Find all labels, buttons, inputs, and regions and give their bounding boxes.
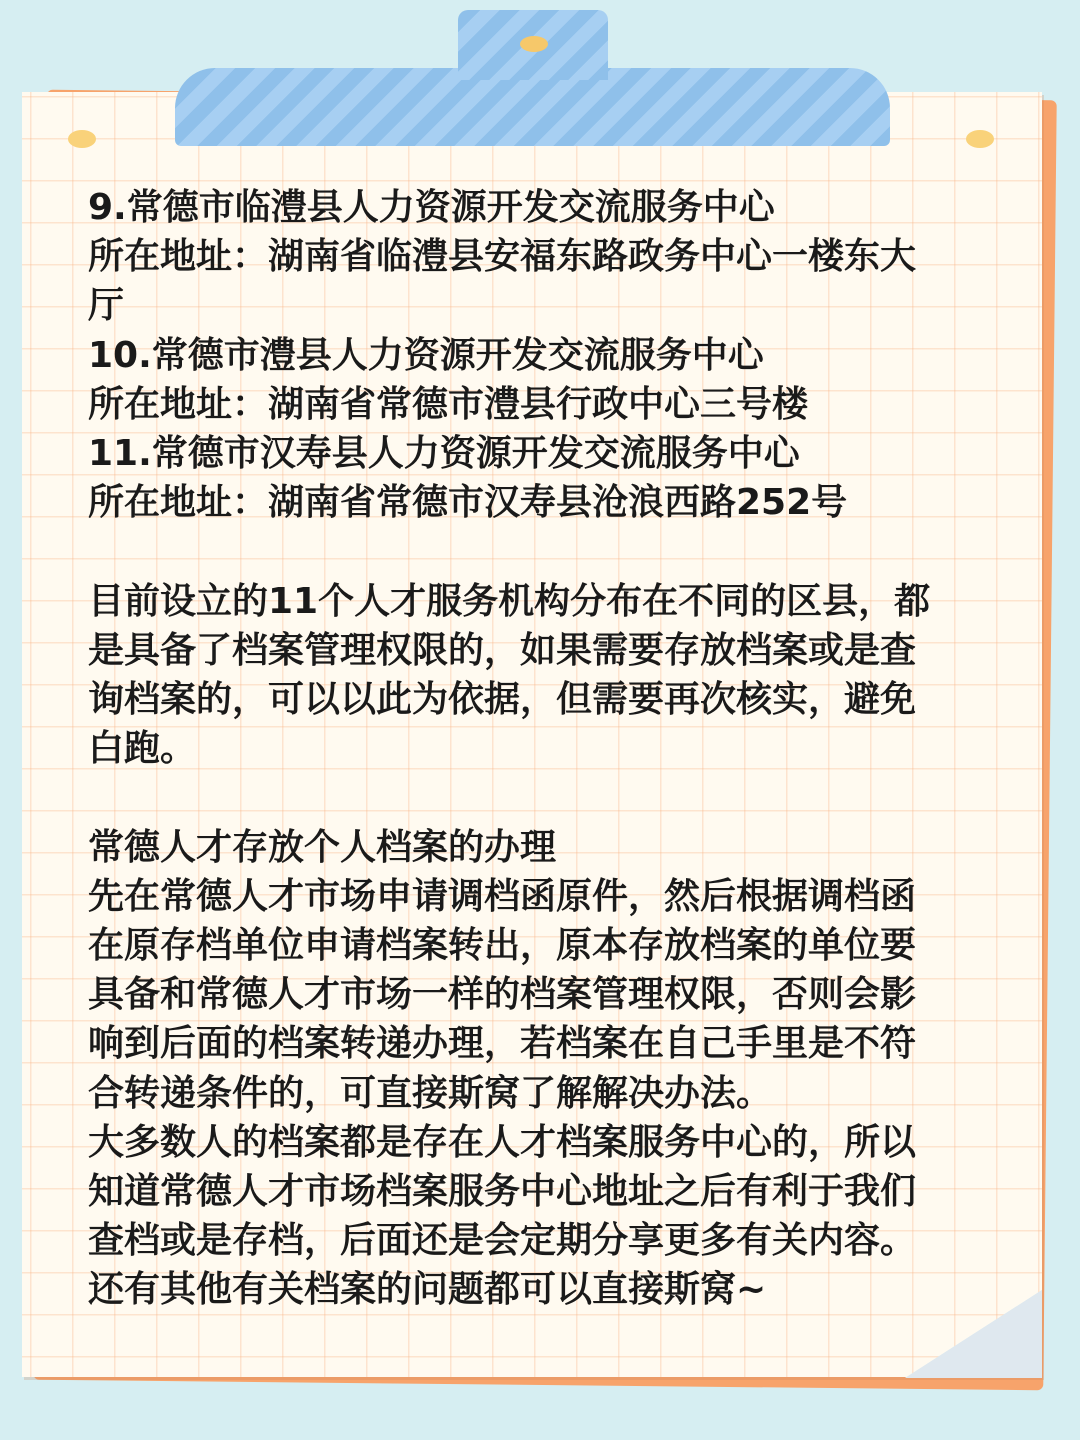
- text-line: 具备和常德人才市场一样的档案管理权限，否则会影: [88, 974, 917, 1016]
- paragraph-gap: [88, 773, 993, 822]
- clipboard-clip-hole: [520, 36, 548, 52]
- text-line: 大多数人的档案都是存在人才档案服务中心的，所以: [88, 1121, 917, 1163]
- text-line: 是具备了档案管理权限的，如果需要存放档案或是查: [88, 629, 917, 671]
- text-line: 厅: [88, 285, 125, 327]
- text-line: 询档案的，可以以此为依据，但需要再次核实，避免: [88, 679, 917, 721]
- text-line: 10.常德市澧县人力资源开发交流服务中心: [88, 334, 764, 376]
- text-line: 知道常德人才市场档案服务中心地址之后有利于我们: [88, 1171, 917, 1213]
- section-heading: 常德人才存放个人档案的办理: [88, 826, 557, 868]
- text-line: 所在地址：湖南省常德市澧县行政中心三号楼: [88, 383, 809, 425]
- text-line: 合转递条件的，可直接斯窝了解解决办法。: [88, 1072, 773, 1114]
- text-line: 9.常德市临澧县人力资源开发交流服务中心: [88, 187, 775, 228]
- text-line: 所在地址：湖南省临澧县安福东路政务中心一楼东大: [88, 236, 917, 278]
- binder-hole: [68, 130, 96, 148]
- text-line: 查档或是存档，后面还是会定期分享更多有关内容。: [88, 1220, 917, 1262]
- text-line: 所在地址：湖南省常德市汉寿县沧浪西路252号: [88, 482, 848, 524]
- text-line: 目前设立的11个人才服务机构分布在不同的区县，都: [88, 580, 931, 622]
- text-line: 响到后面的档案转递办理，若档案在自己手里是不符: [88, 1023, 917, 1065]
- text-line: 11.常德市汉寿县人力资源开发交流服务中心: [88, 433, 800, 475]
- binder-hole: [966, 130, 994, 148]
- text-line: 在原存档单位申请档案转出，原本存放档案的单位要: [88, 925, 917, 967]
- article-text: [88, 183, 993, 1315]
- text-line: 白跑。: [88, 728, 197, 770]
- text-line: 先在常德人才市场申请调档函原件，然后根据调档函: [88, 875, 917, 917]
- paragraph-gap: [88, 527, 993, 576]
- text-line: 还有其他有关档案的问题都可以直接斯窝~: [88, 1269, 767, 1311]
